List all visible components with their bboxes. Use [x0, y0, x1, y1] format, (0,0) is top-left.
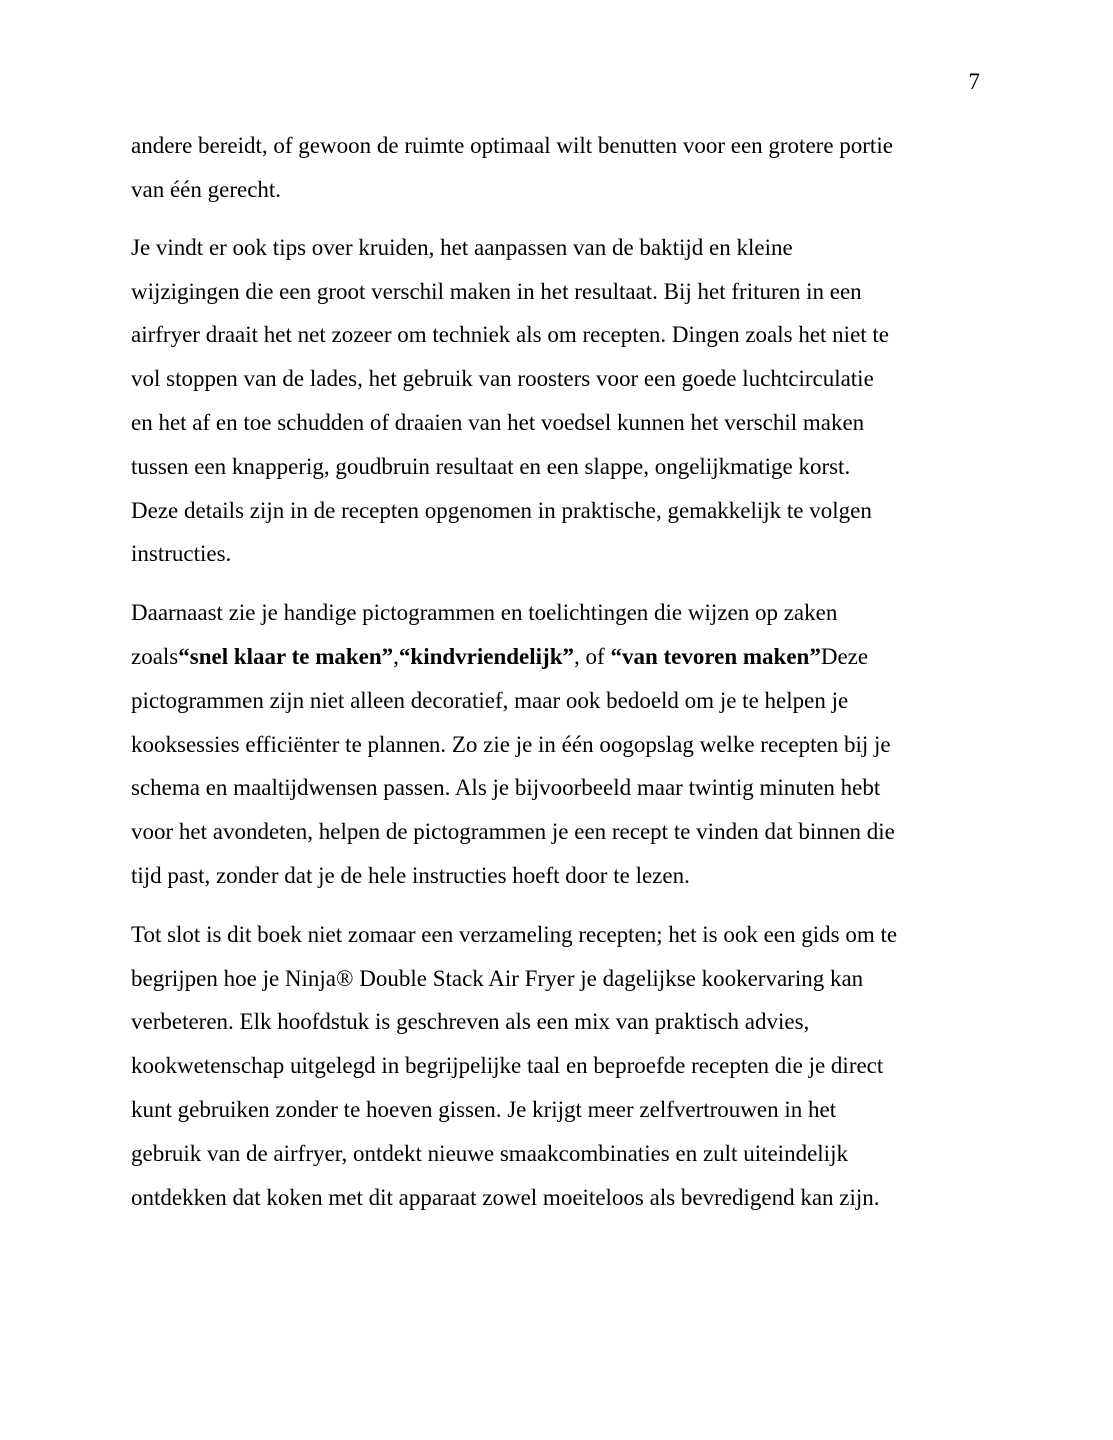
paragraph-2-line-8: instructies. — [131, 541, 232, 566]
paragraph-3-text: , — [393, 644, 399, 669]
emphasis-make-ahead: “van tevoren maken” — [610, 644, 821, 669]
paragraph-3-line-7: tijd past, zonder dat je de hele instructies hoeft door te lezen. — [131, 863, 690, 888]
paragraph-4-line-3: verbeteren. Elk hoofdstuk is geschreven als een mix van praktisch advies, — [131, 1009, 810, 1034]
paragraph-3-text: zoals — [131, 644, 179, 669]
paragraph-3-text: , of — [574, 644, 611, 669]
paragraph-3-line-1: Daarnaast zie je handige pictogrammen en toelichtingen die wijzen op zaken — [131, 600, 838, 625]
page-number: 7 — [968, 69, 980, 94]
paragraph-2-line-3: airfryer draait het net zozeer om techniek als om recepten. Dingen zoals het niet te — [131, 322, 890, 347]
paragraph-1-line-1: andere bereidt, of gewoon de ruimte optimaal wilt benutten voor een grotere portie — [131, 133, 893, 158]
paragraph-4-line-4: kookwetenschap uitgelegd in begrijpelijke taal en beproefde recepten die je direct — [131, 1053, 884, 1078]
paragraph-2-line-6: tussen een knapperig, goudbruin resultaat en een slappe, ongelijkmatige korst. — [131, 454, 851, 479]
emphasis-child-friendly: “kindvriendelijk” — [398, 644, 575, 669]
paragraph-2-line-1: Je vindt er ook tips over kruiden, het aanpassen van de baktijd en kleine — [131, 235, 793, 260]
paragraph-2-line-7: Deze details zijn in de recepten opgenomen in praktische, gemakkelijk te volgen — [131, 498, 872, 523]
paragraph-1-line-2: van één gerecht. — [131, 177, 282, 202]
paragraph-3-line-3: pictogrammen zijn niet alleen decoratief, maar ook bedoeld om je te helpen je — [131, 688, 849, 713]
paragraph-4-line-6: gebruik van de airfryer, ontdekt nieuwe smaakcombinaties en zult uiteindelijk — [131, 1141, 848, 1166]
paragraph-3-line-2 — [131, 642, 868, 672]
paragraph-3-line-5: schema en maaltijdwensen passen. Als je bijvoorbeeld maar twintig minuten hebt — [131, 775, 881, 800]
paragraph-2-line-5: en het af en toe schudden of draaien van het voedsel kunnen het verschil maken — [131, 410, 865, 435]
paragraph-3-line-4: kooksessies efficiënter te plannen. Zo zie je in één oogopslag welke recepten bij je — [131, 732, 891, 757]
paragraph-4-line-2: begrijpen hoe je Ninja® Double Stack Air Fryer je dagelijkse kookervaring kan — [131, 966, 864, 991]
paragraph-4-line-5: kunt gebruiken zonder te hoeven gissen. Je krijgt meer zelfvertrouwen in het — [131, 1097, 837, 1122]
paragraph-2-line-2: wijzigingen die een groot verschil maken in het resultaat. Bij het frituren in een — [131, 279, 862, 304]
paragraph-4-line-7: ontdekken dat koken met dit apparaat zowel moeiteloos als bevredigend kan zijn. — [131, 1185, 880, 1210]
paragraph-3-text: Deze — [820, 644, 869, 669]
emphasis-quick-to-make: “snel klaar te maken” — [178, 644, 394, 669]
paragraph-3-line-6: voor het avondeten, helpen de pictogrammen je een recept te vinden dat binnen die — [131, 819, 895, 844]
paragraph-4-line-1: Tot slot is dit boek niet zomaar een verzameling recepten; het is ook een gids om te — [131, 922, 898, 947]
paragraph-2-line-4: vol stoppen van de lades, het gebruik van roosters voor een goede luchtcirculatie — [131, 366, 874, 391]
